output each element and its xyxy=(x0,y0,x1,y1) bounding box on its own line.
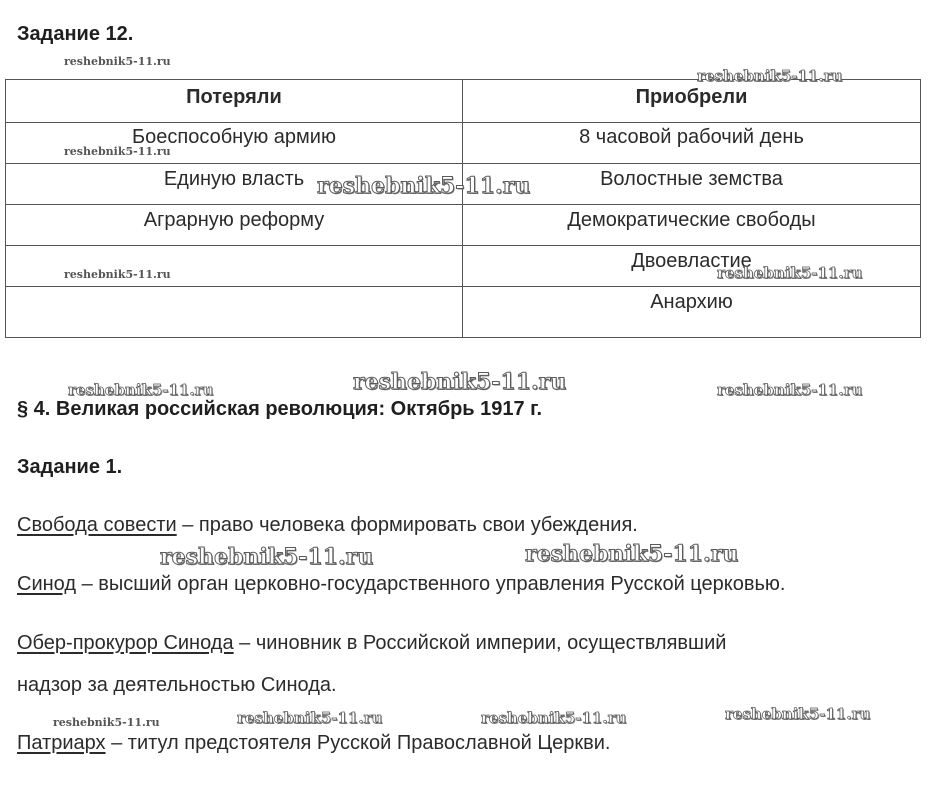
watermark: reshebnik5-11.ru xyxy=(481,709,627,727)
definition-term: Свобода совести xyxy=(17,514,177,536)
definition-text: – право человека формировать свои убеждения. xyxy=(176,514,638,536)
definition-synod xyxy=(17,572,785,596)
definition-freedom-of-conscience xyxy=(17,513,638,537)
watermark: reshebnik5-11.ru xyxy=(697,67,843,85)
header-acquired: Приобрели xyxy=(463,80,921,123)
watermark: reshebnik5-11.ru xyxy=(64,268,171,281)
acquired-cell: Двоевластие xyxy=(463,246,921,287)
task-1-heading: Задание 1. xyxy=(17,456,123,478)
definition-text: – титул предстоятеля Русской Православной Церкви. xyxy=(105,732,611,754)
lost-cell: Аграрную реформу xyxy=(6,205,463,246)
acquired-cell: 8 часовой рабочий день xyxy=(463,123,921,164)
watermark: reshebnik5-11.ru xyxy=(317,173,531,199)
definition-text: – чиновник в Российской империи, осуществлявший xyxy=(233,632,727,654)
definition-term: Патриарх xyxy=(17,732,106,754)
definition-text: – высший орган церковно-государственного управления Русской церковью. xyxy=(76,573,786,595)
watermark: reshebnik5-11.ru xyxy=(64,145,171,158)
definition-term: Обер-прокурор Синода xyxy=(17,632,234,654)
acquired-cell: Анархию xyxy=(463,287,921,338)
table-row xyxy=(6,205,921,246)
watermark: reshebnik5-11.ru xyxy=(717,381,863,399)
lost-cell xyxy=(6,287,463,338)
watermark: reshebnik5-11.ru xyxy=(160,544,374,570)
table-row xyxy=(6,287,921,338)
table-header-row xyxy=(6,80,921,123)
definition-patriarch xyxy=(17,731,610,755)
watermark: reshebnik5-11.ru xyxy=(725,705,871,723)
comparison-table xyxy=(5,79,921,338)
watermark: reshebnik5-11.ru xyxy=(525,541,739,567)
definition-term: Синод xyxy=(17,573,77,595)
watermark: reshebnik5-11.ru xyxy=(353,369,567,395)
acquired-cell: Волостные земства xyxy=(463,164,921,205)
acquired-cell: Демократические свободы xyxy=(463,205,921,246)
definition-ober-procurator xyxy=(17,631,726,655)
watermark: reshebnik5-11.ru xyxy=(64,55,171,68)
watermark: reshebnik5-11.ru xyxy=(68,381,214,399)
lost-cell: Единую власть xyxy=(6,164,463,205)
watermark: reshebnik5-11.ru xyxy=(237,709,383,727)
definition-ober-procurator-continued: надзор за деятельностью Синода. xyxy=(17,674,337,696)
header-lost: Потеряли xyxy=(6,80,463,123)
watermark: reshebnik5-11.ru xyxy=(717,264,863,282)
watermark: reshebnik5-11.ru xyxy=(53,716,160,729)
task-12-heading: Задание 12. xyxy=(17,23,134,45)
section-4-heading: § 4. Великая российская революция: Октябрь 1917 г. xyxy=(17,398,543,420)
lost-cell: Боеспособную армию xyxy=(6,123,463,164)
